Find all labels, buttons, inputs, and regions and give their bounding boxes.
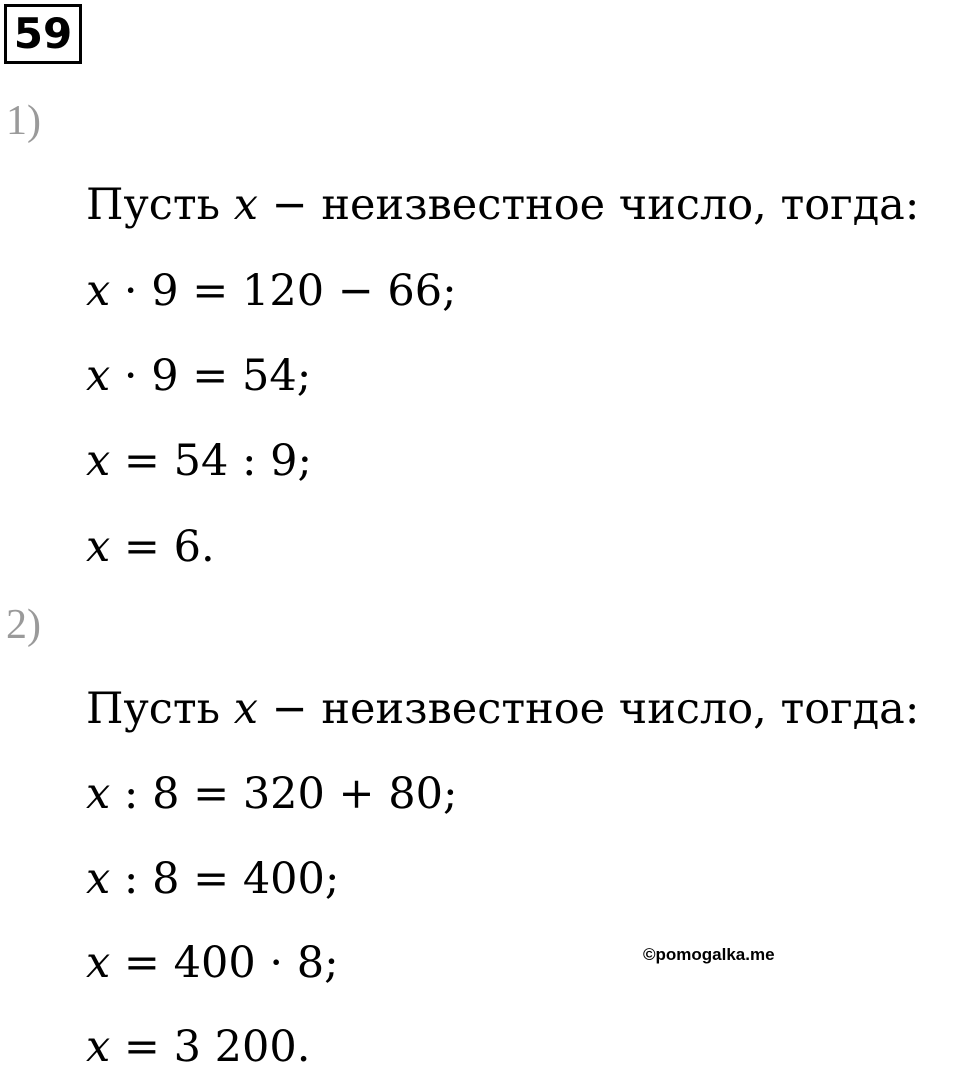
intro-text-after: − неизвестное число, тогда: xyxy=(258,180,920,230)
part-1-step-4 xyxy=(86,522,215,572)
part-1-intro xyxy=(86,180,920,230)
part-1-step-3 xyxy=(86,436,313,486)
step-variable: x xyxy=(86,1022,111,1072)
step-expression: : 8 = 320 + 80; xyxy=(110,769,458,819)
step-variable: x xyxy=(86,769,111,819)
step-expression: · 9 = 54; xyxy=(110,351,312,401)
intro-variable: x xyxy=(233,180,259,230)
part-1-step-1 xyxy=(86,266,457,316)
step-expression: = 6. xyxy=(110,522,215,572)
watermark: ©pomogalka.me xyxy=(643,945,775,964)
part-1-label: 1) xyxy=(6,98,41,144)
step-expression: = 400 · 8; xyxy=(110,938,339,988)
part-2-step-4 xyxy=(86,1022,311,1072)
step-expression: = 3 200. xyxy=(110,1022,311,1072)
step-variable: x xyxy=(86,522,111,572)
intro-text-before: Пусть xyxy=(86,180,234,230)
step-variable: x xyxy=(86,266,111,316)
intro-text-after: − неизвестное число, тогда: xyxy=(258,684,920,734)
intro-text-before: Пусть xyxy=(86,684,234,734)
step-variable: x xyxy=(86,854,111,904)
part-2-step-2 xyxy=(86,854,340,904)
step-variable: x xyxy=(86,351,111,401)
step-expression: = 54 : 9; xyxy=(110,436,313,486)
intro-variable: x xyxy=(233,684,259,734)
part-1-step-2 xyxy=(86,351,312,401)
step-expression: : 8 = 400; xyxy=(110,854,340,904)
part-2-step-1 xyxy=(86,769,458,819)
step-expression: · 9 = 120 − 66; xyxy=(110,266,457,316)
step-variable: x xyxy=(86,938,111,988)
part-2-label: 2) xyxy=(6,602,41,648)
task-number-badge: 59 xyxy=(4,4,82,64)
part-2-step-3 xyxy=(86,938,339,988)
part-2-intro xyxy=(86,684,920,734)
step-variable: x xyxy=(86,436,111,486)
